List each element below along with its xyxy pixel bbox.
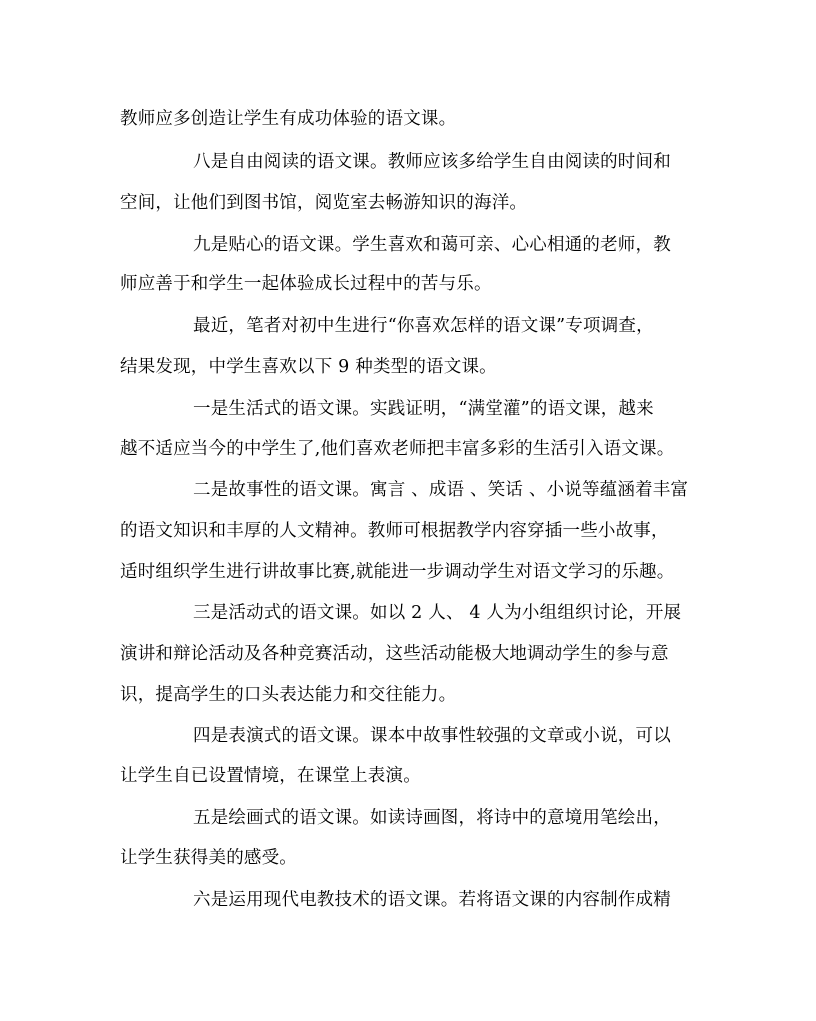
text-line: 教师应多创造让学生有成功体验的语文课。	[120, 109, 457, 129]
text-line: 适时组织学生进行讲故事比赛,就能进一步调动学生对语文学习的乐趣。	[120, 562, 675, 582]
paragraph-first-line: 三是活动式的语文课。如以 2 人、 4 人为小组组织讨论，开展	[193, 603, 682, 623]
paragraph-first-line: 二是故事性的语文课。寓言 、成语 、笑话 、小说等蕴涵着丰富	[193, 480, 689, 500]
paragraph-first-line: 最近，笔者对初中生进行“你喜欢怎样的语文课”专项调查，	[193, 316, 654, 336]
paragraph-first-line: 九是贴心的语文课。学生喜欢和蔼可亲、心心相通的老师，教	[193, 235, 671, 255]
text-line: 识，提高学生的口头表达能力和交往能力。	[120, 685, 457, 705]
paragraph-first-line: 五是绘画式的语文课。如读诗画图，将诗中的意境用笔绘出，	[193, 808, 671, 828]
text-line: 越不适应当今的中学生了,他们喜欢老师把丰富多彩的生活引入语文课。	[120, 439, 675, 459]
text-line: 空间，让他们到图书馆，阅览室去畅游知识的海洋。	[120, 193, 528, 213]
text-line: 师应善于和学生一起体验成长过程中的苦与乐。	[120, 274, 492, 294]
paragraph-first-line: 八是自由阅读的语文课。教师应该多给学生自由阅读的时间和	[193, 152, 671, 172]
paragraph-first-line: 六是运用现代电教技术的语文课。若将语文课的内容制作成精	[193, 890, 671, 910]
text-line: 的语文知识和丰厚的人文精神。教师可根据教学内容穿插一些小故事，	[120, 521, 669, 541]
text-line: 演讲和辩论活动及各种竞赛活动，这些活动能极大地调动学生的参与意	[120, 644, 669, 664]
text-line: 让学生自已设置情境，在课堂上表演。	[120, 766, 421, 786]
paragraph-first-line: 一是生活式的语文课。实践证明，“满堂灌”的语文课，越来	[193, 399, 654, 419]
text-line: 结果发现，中学生喜欢以下 9 种类型的语文课。	[120, 357, 497, 377]
paragraph-first-line: 四是表演式的语文课。课本中故事性较强的文章或小说，可以	[193, 726, 671, 746]
text-line: 让学生获得美的感受。	[120, 848, 297, 868]
